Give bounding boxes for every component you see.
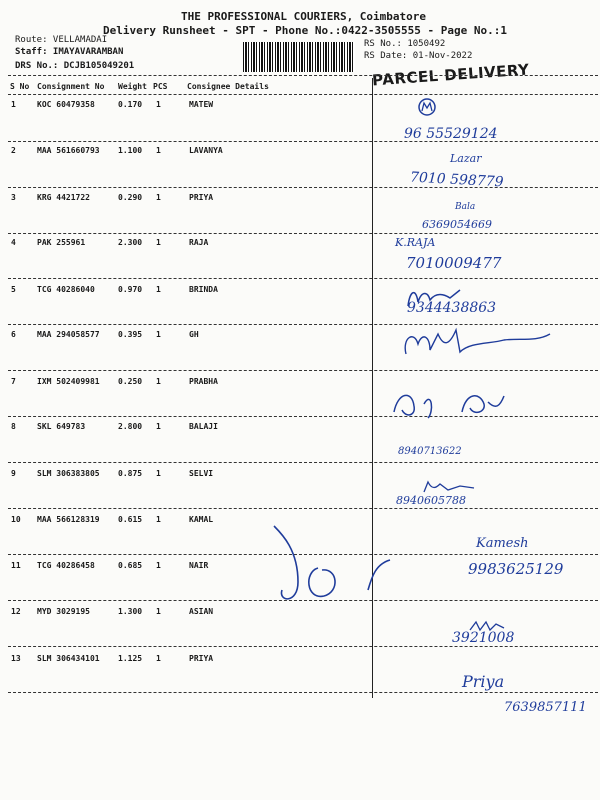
row-divider — [8, 416, 598, 417]
row-weight: 0.685 — [118, 561, 143, 570]
row-pcs: 1 — [156, 654, 161, 663]
row-consignee: LAVANYA — [189, 146, 223, 155]
row-pcs: 1 — [156, 561, 161, 570]
handwritten-phone: 3921008 — [452, 630, 515, 646]
table-row — [0, 285, 600, 299]
table-row — [0, 193, 600, 207]
runsheet-title: Delivery Runsheet - SPT - Phone No.:0422-3505555 - Page No.:1 — [103, 24, 507, 37]
row-sno: 12 — [11, 607, 21, 616]
row-consignee: ASIAN — [189, 607, 214, 616]
handwritten-phone: 7639857111 — [504, 700, 587, 715]
handwritten-phone: 7010 598779 — [409, 169, 504, 191]
row-consignee: RAJA — [189, 238, 209, 247]
table-row — [0, 146, 600, 160]
row-consignee: MATEW — [189, 100, 214, 109]
row-sno: 6 — [11, 330, 16, 339]
row-consignment: MAA 566128319 — [37, 515, 100, 524]
col-consignment: Consignment No — [37, 82, 105, 91]
row-weight: 0.170 — [118, 100, 143, 109]
row-consignee: GH — [189, 330, 199, 339]
row-pcs: 1 — [156, 330, 161, 339]
row-weight: 1.300 — [118, 607, 143, 616]
row-consignee: BRINDA — [189, 285, 218, 294]
row-pcs: 1 — [156, 100, 161, 109]
row-weight: 2.800 — [118, 422, 143, 431]
row-consignment: MAA 561660793 — [37, 146, 100, 155]
row-consignment: TCG 40286040 — [37, 285, 95, 294]
col-pcs: PCS — [153, 82, 168, 91]
signature-scribble — [416, 96, 438, 118]
row-pcs: 1 — [156, 238, 161, 247]
barcode — [243, 42, 355, 72]
row-weight: 0.875 — [118, 469, 143, 478]
row-weight: 2.300 — [118, 238, 143, 247]
handwritten-phone: 9983625129 — [468, 560, 564, 578]
handwritten-phone: 9344438863 — [407, 300, 497, 316]
row-pcs: 1 — [156, 607, 161, 616]
row-sno: 8 — [11, 422, 16, 431]
row-consignee: PRIYA — [189, 193, 214, 202]
row-pcs: 1 — [156, 422, 161, 431]
row-consignee: PRIYA — [189, 654, 214, 663]
company-name: THE PROFESSIONAL COURIERS, Coimbatore — [181, 10, 427, 23]
row-pcs: 1 — [156, 377, 161, 386]
table-row — [0, 238, 600, 252]
handwritten-name: Bala — [455, 202, 476, 212]
row-weight: 0.615 — [118, 515, 143, 524]
route-label: Route: VELLAMADAI — [15, 35, 108, 45]
row-divider — [8, 278, 598, 279]
col-sno: S No — [10, 82, 30, 91]
row-divider — [8, 370, 598, 371]
row-sno: 2 — [11, 146, 16, 155]
row-sno: 11 — [11, 561, 21, 570]
row-divider — [8, 141, 598, 142]
row-pcs: 1 — [156, 146, 161, 155]
row-divider — [8, 508, 598, 509]
row-weight: 0.395 — [118, 330, 143, 339]
row-divider — [8, 233, 598, 234]
row-consignment: KRG 4421722 — [37, 193, 90, 202]
handwritten-name: Kamesh — [476, 536, 529, 551]
row-consignee: KAMAL — [189, 515, 214, 524]
row-consignment: KOC 60479358 — [37, 100, 95, 109]
parcel-delivery-stamp: PARCEL DELIVERY — [371, 60, 531, 90]
header-bottom-divider — [8, 94, 598, 95]
row-sno: 13 — [11, 654, 21, 663]
row-consignee: NAIR — [189, 561, 209, 570]
col-weight: Weight — [118, 82, 147, 91]
row-consignment: SKL 649783 — [37, 422, 86, 431]
row-consignment: SLM 306383805 — [37, 469, 100, 478]
rs-number: RS No.: 1050492 — [364, 39, 446, 49]
row-consignment: TCG 40286458 — [37, 561, 95, 570]
rs-date: RS Date: 01-Nov-2022 — [364, 51, 473, 61]
row-consignment: IXM 502409981 — [37, 377, 100, 386]
row-consignment: MAA 294058577 — [37, 330, 100, 339]
row-divider — [8, 187, 598, 188]
row-pcs: 1 — [156, 469, 161, 478]
row-sno: 3 — [11, 193, 16, 202]
staff-label: Staff: IMAYAVARAMBAN — [15, 47, 124, 57]
handwritten-phone: 8940713622 — [398, 446, 462, 457]
row-consignment: PAK 255961 — [37, 238, 86, 247]
handwritten-name: Lazar — [450, 152, 482, 165]
row-pcs: 1 — [156, 193, 161, 202]
row-divider — [8, 692, 598, 693]
table-row — [0, 469, 600, 483]
table-row — [0, 100, 600, 114]
row-weight: 1.100 — [118, 146, 143, 155]
row-consignment: SLM 306434101 — [37, 654, 100, 663]
row-divider — [8, 462, 598, 463]
handwritten-phone: 6369054669 — [422, 218, 492, 231]
handwritten-name: K.RAJA — [395, 236, 436, 249]
row-pcs: 1 — [156, 285, 161, 294]
table-row — [0, 377, 600, 391]
row-pcs: 1 — [156, 515, 161, 524]
drs-number: DRS No.: DCJB105049201 — [15, 61, 135, 71]
table-row — [0, 422, 600, 436]
signature-scribble — [388, 382, 508, 430]
row-sno: 9 — [11, 469, 16, 478]
row-sno: 7 — [11, 377, 16, 386]
row-sno: 10 — [11, 515, 21, 524]
signature-scribble — [400, 322, 560, 362]
header-top-divider — [8, 75, 598, 76]
row-weight: 0.970 — [118, 285, 143, 294]
handwritten-phone: 7010009477 — [406, 254, 502, 272]
row-weight: 0.250 — [118, 377, 143, 386]
handwritten-phone: 8940605788 — [396, 494, 466, 507]
row-sno: 4 — [11, 238, 16, 247]
col-details: Consignee Details — [187, 82, 269, 91]
row-sno: 1 — [11, 100, 16, 109]
row-consignee: SELVI — [189, 469, 214, 478]
row-consignee: BALAJI — [189, 422, 218, 431]
handwritten-phone: 96 55529124 — [404, 126, 498, 142]
row-sno: 5 — [11, 285, 16, 294]
row-divider — [8, 646, 598, 647]
row-consignee: PRABHA — [189, 377, 218, 386]
signature-scribble — [268, 520, 408, 610]
row-consignment: MYD 3029195 — [37, 607, 90, 616]
row-weight: 0.290 — [118, 193, 143, 202]
row-weight: 1.125 — [118, 654, 143, 663]
handwritten-name: Priya — [462, 672, 505, 691]
table-row — [0, 654, 600, 668]
